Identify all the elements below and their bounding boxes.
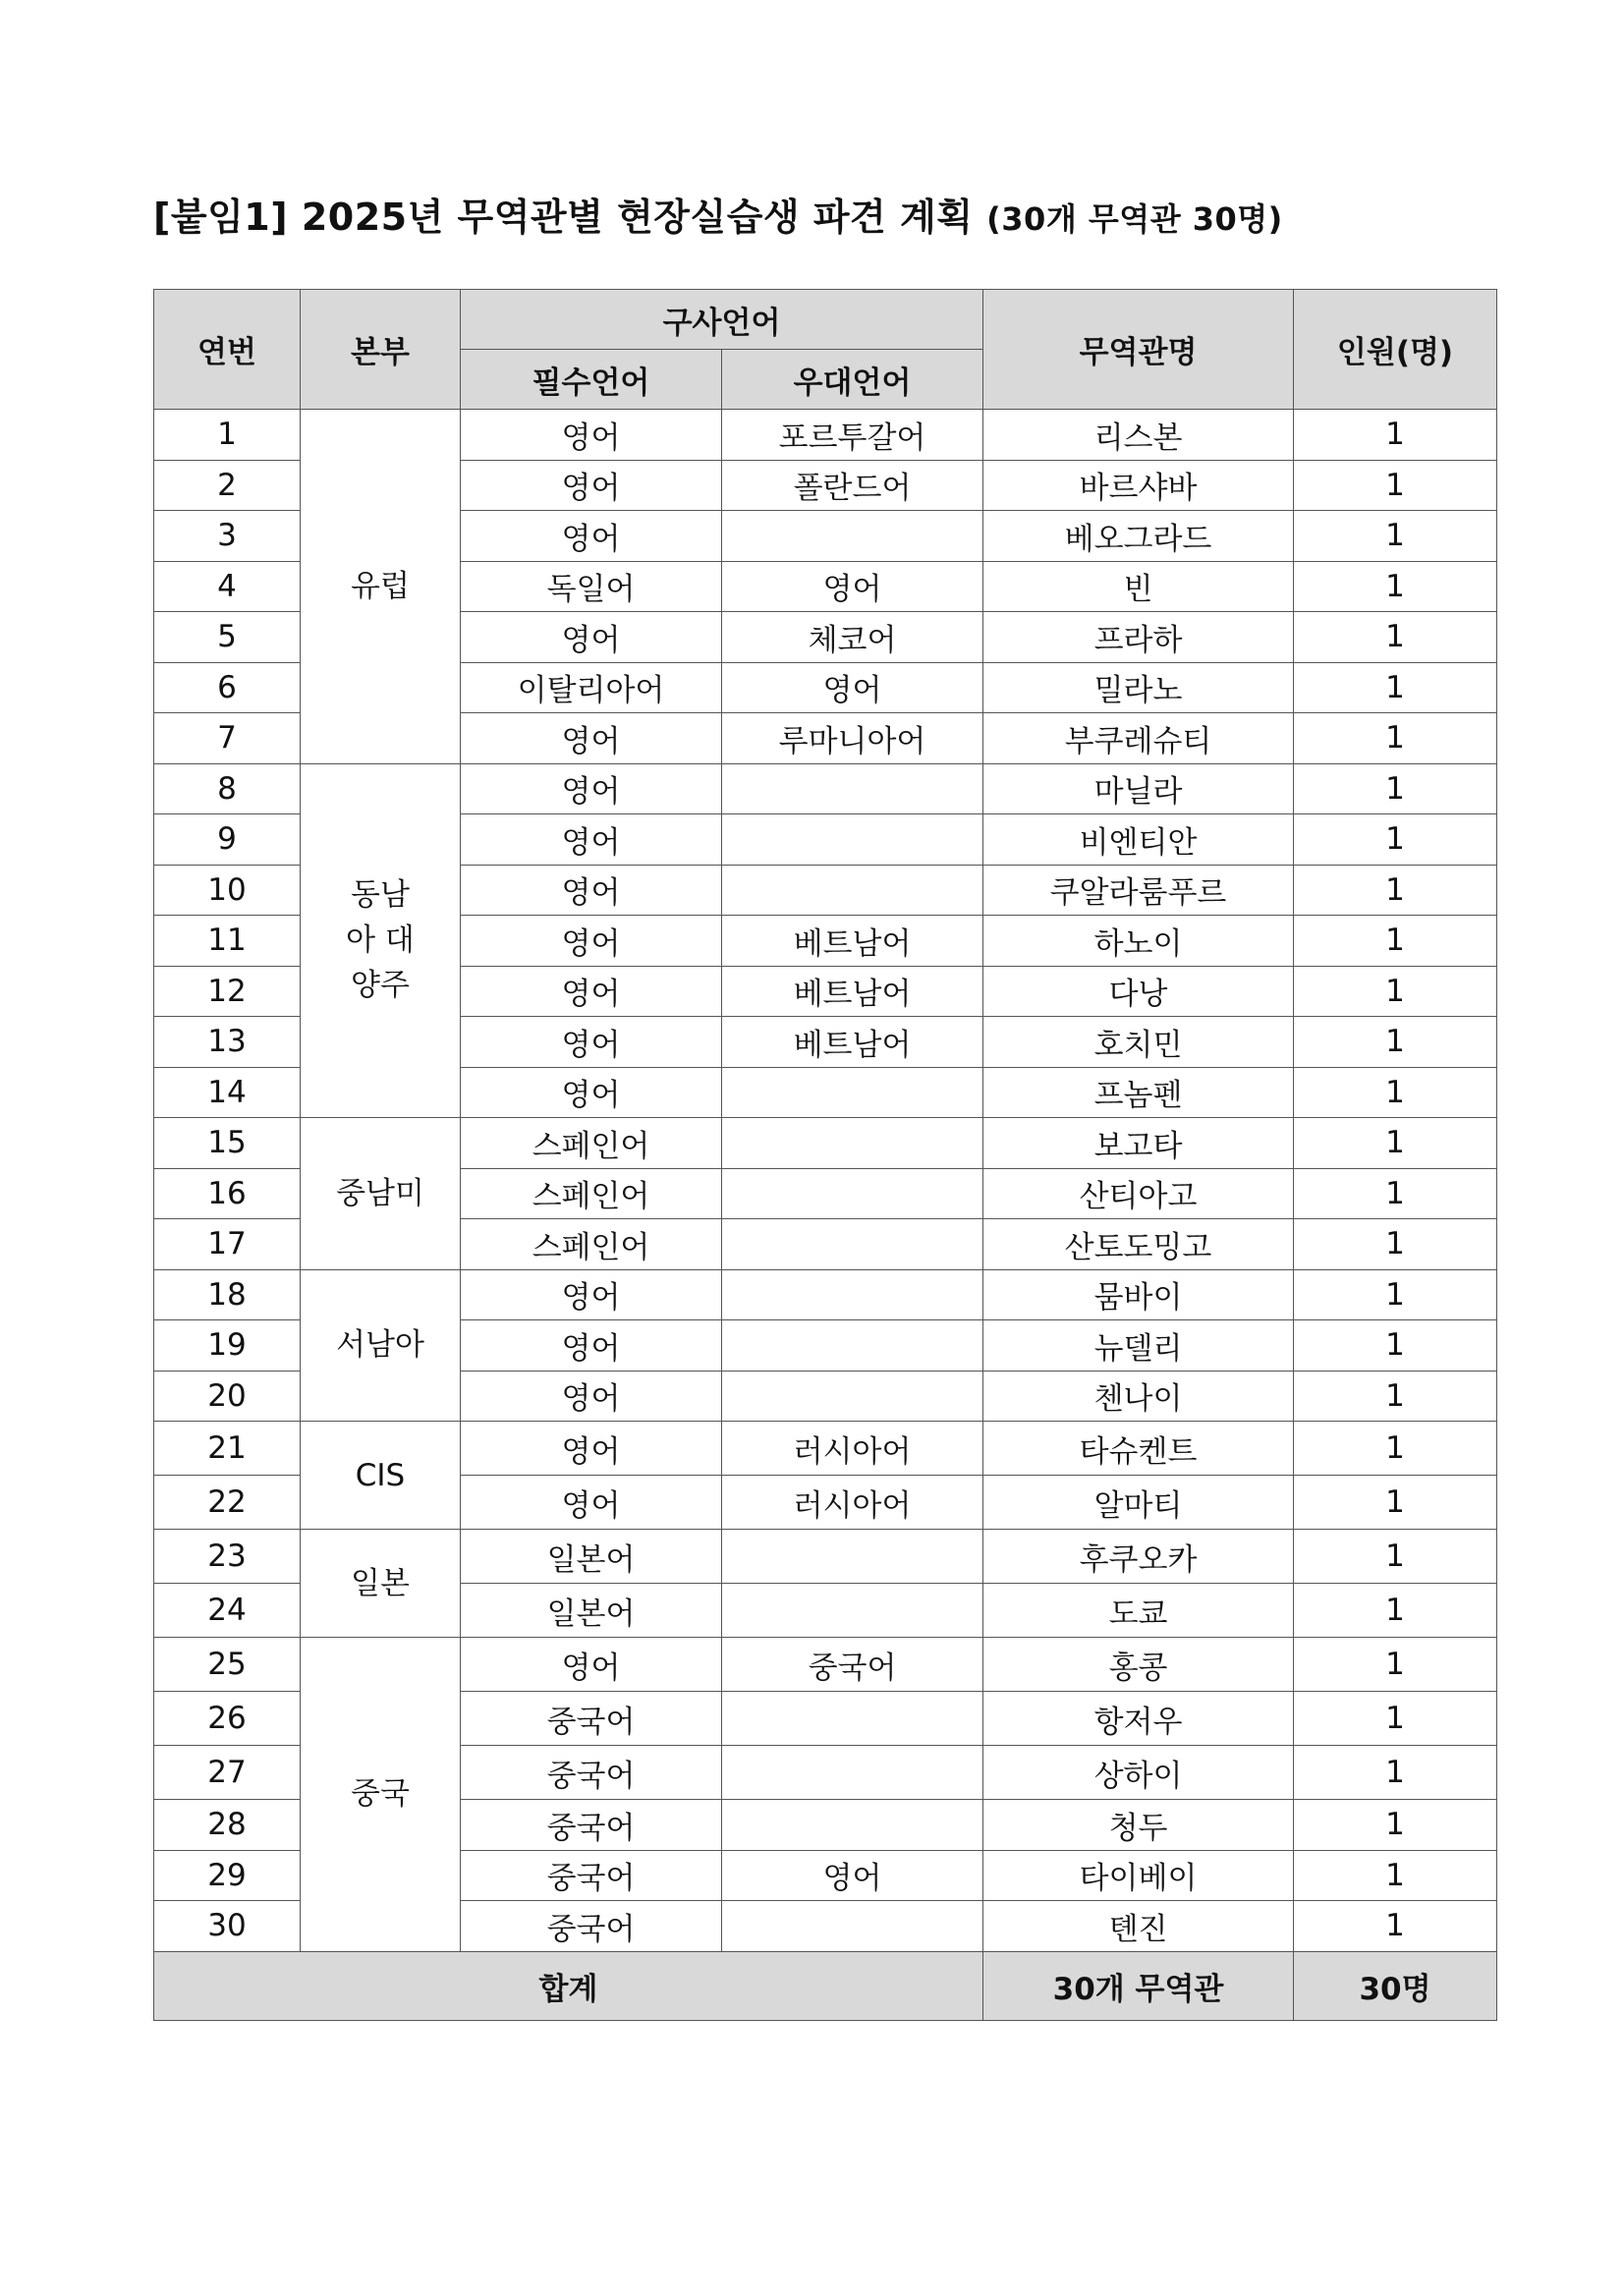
cell-no: 26 [154, 1692, 301, 1746]
cell-no: 3 [154, 511, 301, 562]
cell-no: 1 [154, 410, 301, 461]
cell-count: 1 [1294, 410, 1497, 461]
cell-required-language: 영어 [461, 865, 722, 916]
cell-preferred-language [722, 1901, 983, 1952]
cell-preferred-language [722, 1746, 983, 1800]
cell-preferred-language [722, 1219, 983, 1270]
cell-no: 22 [154, 1476, 301, 1530]
header-preferred-language: 우대언어 [722, 350, 983, 410]
cell-preferred-language [722, 1320, 983, 1372]
cell-count: 1 [1294, 1118, 1497, 1169]
cell-preferred-language [722, 1067, 983, 1118]
cell-required-language: 영어 [461, 1371, 722, 1422]
cell-preferred-language [722, 814, 983, 866]
cell-office: 뭄바이 [983, 1269, 1294, 1320]
cell-office: 바르샤바 [983, 460, 1294, 511]
table-row [154, 1422, 1497, 1476]
header-language: 구사언어 [461, 290, 983, 350]
cell-required-language: 스페인어 [461, 1168, 722, 1219]
cell-count: 1 [1294, 1371, 1497, 1422]
cell-office: 뉴델리 [983, 1320, 1294, 1372]
table-header [154, 290, 1497, 410]
cell-no: 25 [154, 1638, 301, 1692]
cell-count: 1 [1294, 916, 1497, 967]
header-required-language: 필수언어 [461, 350, 722, 410]
cell-office: 타이베이 [983, 1850, 1294, 1901]
cell-preferred-language [722, 763, 983, 814]
title-main: [붙임1] 2025년 무역관별 현장실습생 파견 계획 [153, 196, 974, 239]
cell-office: 하노이 [983, 916, 1294, 967]
cell-required-language: 영어 [461, 511, 722, 562]
cell-no: 16 [154, 1168, 301, 1219]
cell-required-language: 중국어 [461, 1850, 722, 1901]
cell-count: 1 [1294, 1476, 1497, 1530]
footer-total: 30명 [1294, 1951, 1497, 2020]
cell-region: 일본 [301, 1530, 461, 1638]
cell-required-language: 중국어 [461, 1692, 722, 1746]
cell-required-language: 영어 [461, 1320, 722, 1372]
cell-count: 1 [1294, 763, 1497, 814]
cell-office: 비엔티안 [983, 814, 1294, 866]
cell-no: 11 [154, 916, 301, 967]
cell-region: 동남아 대양주 [301, 763, 461, 1118]
cell-no: 13 [154, 1017, 301, 1068]
cell-count: 1 [1294, 1269, 1497, 1320]
cell-required-language: 이탈리아어 [461, 662, 722, 713]
cell-required-language: 영어 [461, 1638, 722, 1692]
footer-label: 합계 [154, 1951, 983, 2020]
cell-office: 첸나이 [983, 1371, 1294, 1422]
cell-count: 1 [1294, 814, 1497, 866]
cell-required-language: 영어 [461, 410, 722, 461]
cell-preferred-language: 영어 [722, 1850, 983, 1901]
cell-no: 29 [154, 1850, 301, 1901]
table-row [154, 1269, 1497, 1320]
cell-no: 4 [154, 561, 301, 612]
cell-required-language: 영어 [461, 1017, 722, 1068]
cell-preferred-language [722, 865, 983, 916]
cell-count: 1 [1294, 1067, 1497, 1118]
cell-office: 청두 [983, 1800, 1294, 1851]
cell-count: 1 [1294, 966, 1497, 1017]
cell-preferred-language: 베트남어 [722, 916, 983, 967]
cell-count: 1 [1294, 460, 1497, 511]
cell-count: 1 [1294, 1638, 1497, 1692]
cell-office: 프놈펜 [983, 1067, 1294, 1118]
cell-office: 알마티 [983, 1476, 1294, 1530]
cell-preferred-language [722, 1168, 983, 1219]
cell-preferred-language [722, 1118, 983, 1169]
cell-preferred-language: 베트남어 [722, 966, 983, 1017]
cell-count: 1 [1294, 612, 1497, 663]
cell-region: CIS [301, 1422, 461, 1530]
cell-office: 밀라노 [983, 662, 1294, 713]
cell-count: 1 [1294, 1692, 1497, 1746]
cell-count: 1 [1294, 561, 1497, 612]
cell-no: 19 [154, 1320, 301, 1372]
cell-required-language: 일본어 [461, 1584, 722, 1638]
table-row [154, 410, 1497, 461]
cell-required-language: 영어 [461, 1269, 722, 1320]
cell-no: 8 [154, 763, 301, 814]
cell-count: 1 [1294, 1800, 1497, 1851]
cell-preferred-language: 베트남어 [722, 1017, 983, 1068]
cell-office: 보고타 [983, 1118, 1294, 1169]
cell-no: 2 [154, 460, 301, 511]
cell-required-language: 독일어 [461, 561, 722, 612]
cell-required-language: 영어 [461, 763, 722, 814]
cell-office: 산토도밍고 [983, 1219, 1294, 1270]
cell-count: 1 [1294, 1219, 1497, 1270]
cell-required-language: 일본어 [461, 1530, 722, 1584]
cell-preferred-language [722, 1584, 983, 1638]
header-count: 인원(명) [1294, 290, 1497, 410]
cell-count: 1 [1294, 662, 1497, 713]
table-row [154, 1118, 1497, 1169]
cell-required-language: 중국어 [461, 1746, 722, 1800]
cell-preferred-language: 중국어 [722, 1638, 983, 1692]
cell-preferred-language: 영어 [722, 561, 983, 612]
cell-count: 1 [1294, 1530, 1497, 1584]
cell-preferred-language: 폴란드어 [722, 460, 983, 511]
cell-required-language: 영어 [461, 460, 722, 511]
cell-preferred-language [722, 1530, 983, 1584]
cell-preferred-language: 영어 [722, 662, 983, 713]
cell-count: 1 [1294, 1584, 1497, 1638]
table-row [154, 1638, 1497, 1692]
cell-count: 1 [1294, 1422, 1497, 1476]
cell-office: 부쿠레슈티 [983, 713, 1294, 764]
cell-required-language: 영어 [461, 916, 722, 967]
cell-preferred-language [722, 1800, 983, 1851]
cell-no: 24 [154, 1584, 301, 1638]
cell-office: 쿠알라룸푸르 [983, 865, 1294, 916]
cell-count: 1 [1294, 1901, 1497, 1952]
cell-office: 리스본 [983, 410, 1294, 461]
cell-preferred-language: 루마니아어 [722, 713, 983, 764]
cell-count: 1 [1294, 1320, 1497, 1372]
cell-office: 마닐라 [983, 763, 1294, 814]
header-office: 무역관명 [983, 290, 1294, 410]
cell-office: 홍콩 [983, 1638, 1294, 1692]
page-title [153, 187, 1283, 241]
cell-required-language: 영어 [461, 1067, 722, 1118]
cell-region: 유럽 [301, 410, 461, 764]
table-footer [154, 1951, 1497, 2020]
cell-count: 1 [1294, 865, 1497, 916]
cell-no: 5 [154, 612, 301, 663]
cell-office: 산티아고 [983, 1168, 1294, 1219]
cell-required-language: 영어 [461, 1476, 722, 1530]
cell-no: 27 [154, 1746, 301, 1800]
cell-no: 6 [154, 662, 301, 713]
header-no: 연번 [154, 290, 301, 410]
cell-no: 23 [154, 1530, 301, 1584]
cell-office: 톈진 [983, 1901, 1294, 1952]
cell-preferred-language: 러시아어 [722, 1476, 983, 1530]
cell-office: 호치민 [983, 1017, 1294, 1068]
cell-count: 1 [1294, 1850, 1497, 1901]
dispatch-plan-table [153, 289, 1497, 2021]
cell-no: 28 [154, 1800, 301, 1851]
cell-office: 빈 [983, 561, 1294, 612]
cell-required-language: 영어 [461, 713, 722, 764]
footer-offices: 30개 무역관 [983, 1951, 1294, 2020]
cell-preferred-language [722, 511, 983, 562]
cell-required-language: 영어 [461, 1422, 722, 1476]
cell-region: 서남아 [301, 1269, 461, 1422]
cell-count: 1 [1294, 1746, 1497, 1800]
cell-count: 1 [1294, 1168, 1497, 1219]
cell-office: 베오그라드 [983, 511, 1294, 562]
cell-required-language: 영어 [461, 966, 722, 1017]
table-row [154, 1530, 1497, 1584]
cell-office: 항저우 [983, 1692, 1294, 1746]
cell-preferred-language: 포르투갈어 [722, 410, 983, 461]
cell-no: 9 [154, 814, 301, 866]
cell-required-language: 스페인어 [461, 1118, 722, 1169]
cell-no: 10 [154, 865, 301, 916]
cell-required-language: 중국어 [461, 1901, 722, 1952]
cell-required-language: 중국어 [461, 1800, 722, 1851]
cell-preferred-language: 체코어 [722, 612, 983, 663]
cell-office: 프라하 [983, 612, 1294, 663]
cell-office: 상하이 [983, 1746, 1294, 1800]
cell-region: 중국 [301, 1638, 461, 1952]
table-row [154, 763, 1497, 814]
cell-no: 7 [154, 713, 301, 764]
cell-office: 후쿠오카 [983, 1530, 1294, 1584]
cell-no: 14 [154, 1067, 301, 1118]
cell-preferred-language [722, 1692, 983, 1746]
cell-count: 1 [1294, 1017, 1497, 1068]
cell-no: 21 [154, 1422, 301, 1476]
cell-no: 17 [154, 1219, 301, 1270]
cell-no: 20 [154, 1371, 301, 1422]
cell-required-language: 영어 [461, 612, 722, 663]
cell-count: 1 [1294, 511, 1497, 562]
cell-region: 중남미 [301, 1118, 461, 1270]
cell-required-language: 스페인어 [461, 1219, 722, 1270]
cell-preferred-language: 러시아어 [722, 1422, 983, 1476]
table-body [154, 410, 1497, 1952]
cell-office: 타슈켄트 [983, 1422, 1294, 1476]
header-region: 본부 [301, 290, 461, 410]
cell-preferred-language [722, 1269, 983, 1320]
cell-required-language: 영어 [461, 814, 722, 866]
cell-no: 18 [154, 1269, 301, 1320]
cell-no: 12 [154, 966, 301, 1017]
cell-office: 다낭 [983, 966, 1294, 1017]
cell-count: 1 [1294, 713, 1497, 764]
title-sub: (30개 무역관 30명) [986, 200, 1283, 238]
cell-office: 도쿄 [983, 1584, 1294, 1638]
cell-no: 15 [154, 1118, 301, 1169]
cell-no: 30 [154, 1901, 301, 1952]
cell-preferred-language [722, 1371, 983, 1422]
